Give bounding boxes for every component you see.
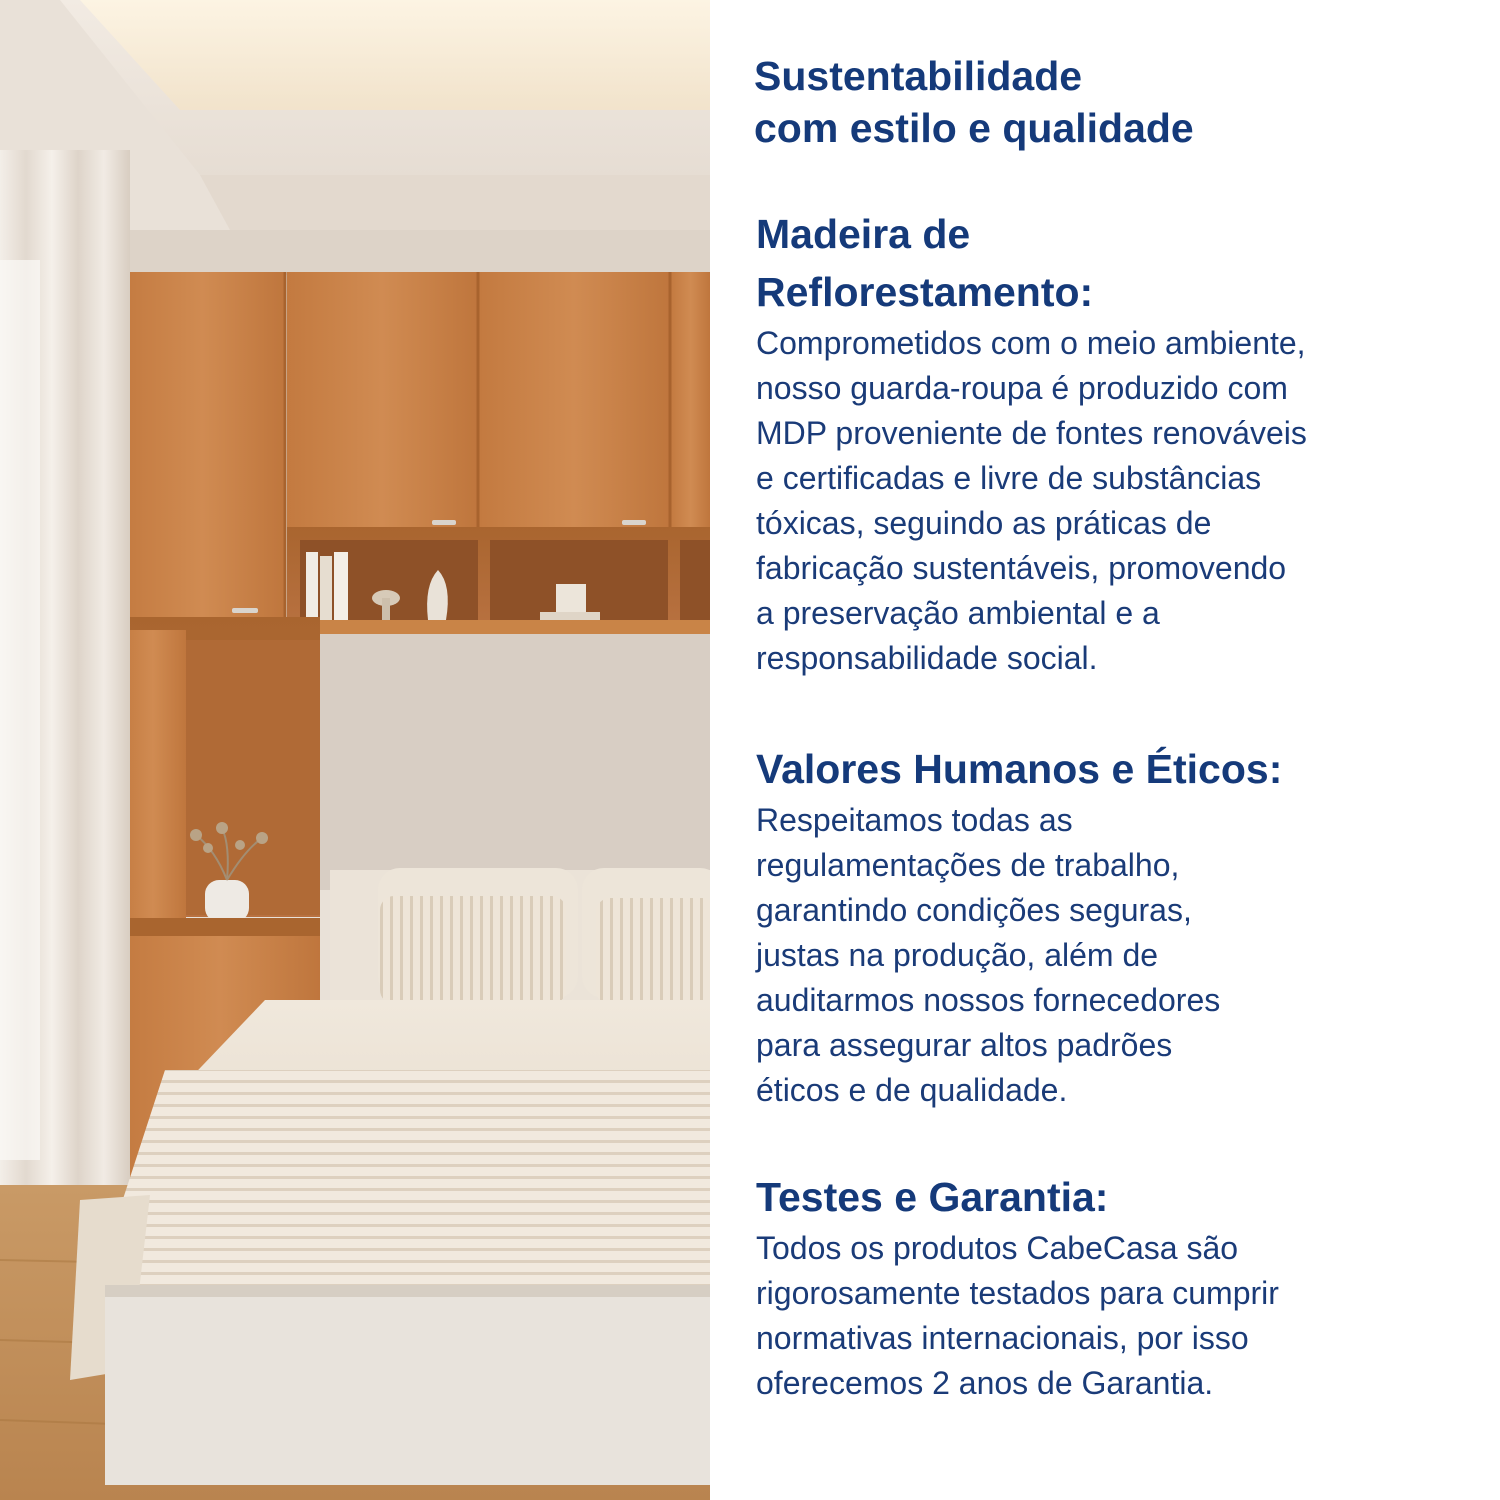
body-line: e certificadas e livre de substâncias: [756, 460, 1262, 496]
body-line: garantindo condições seguras,: [756, 892, 1192, 928]
heading-line: Madeira de: [756, 211, 971, 257]
body-line: regulamentações de trabalho,: [756, 847, 1180, 883]
page-title: [754, 50, 1474, 154]
body-line: rigorosamente testados para cumprir: [756, 1275, 1279, 1311]
body-line: auditarmos nossos fornecedores: [756, 982, 1221, 1018]
body-line: MDP proveniente de fontes renováveis: [756, 415, 1307, 451]
body-line: justas na produção, além de: [756, 937, 1159, 973]
body-line: para assegurar altos padrões: [756, 1027, 1173, 1063]
body-line: responsabilidade social.: [756, 640, 1098, 676]
body-line: normativas internacionais, por isso: [756, 1320, 1249, 1356]
section-reforestation: [756, 205, 1476, 681]
body-line: Todos os produtos CabeCasa são: [756, 1230, 1239, 1266]
section-heading: [756, 1168, 1476, 1226]
body-line: fabricação sustentáveis, promovendo: [756, 550, 1287, 586]
section-body: [756, 321, 1476, 681]
section-heading: [756, 740, 1476, 798]
body-line: Comprometidos com o meio ambiente,: [756, 325, 1306, 361]
heading-line: Testes e Garantia:: [756, 1174, 1109, 1220]
body-line: tóxicas, seguindo as práticas de: [756, 505, 1212, 541]
body-line: éticos e de qualidade.: [756, 1072, 1068, 1108]
body-line: a preservação ambiental e a: [756, 595, 1160, 631]
heading-line: Valores Humanos e Éticos:: [756, 746, 1283, 792]
body-line: nosso guarda-roupa é produzido com: [756, 370, 1288, 406]
section-tests-warranty: [756, 1168, 1476, 1406]
info-panel: [710, 0, 1500, 1500]
section-body: [756, 1226, 1476, 1406]
title-line-2: com estilo e qualidade: [754, 105, 1194, 151]
section-body: [756, 798, 1476, 1113]
section-heading: [756, 205, 1476, 321]
heading-line: Reflorestamento:: [756, 269, 1094, 315]
section-human-values: [756, 740, 1476, 1113]
title-line-1: Sustentabilidade: [754, 53, 1083, 99]
body-line: oferecemos 2 anos de Garantia.: [756, 1365, 1214, 1401]
body-line: Respeitamos todas as: [756, 802, 1073, 838]
bedroom-photo: [0, 0, 710, 1500]
